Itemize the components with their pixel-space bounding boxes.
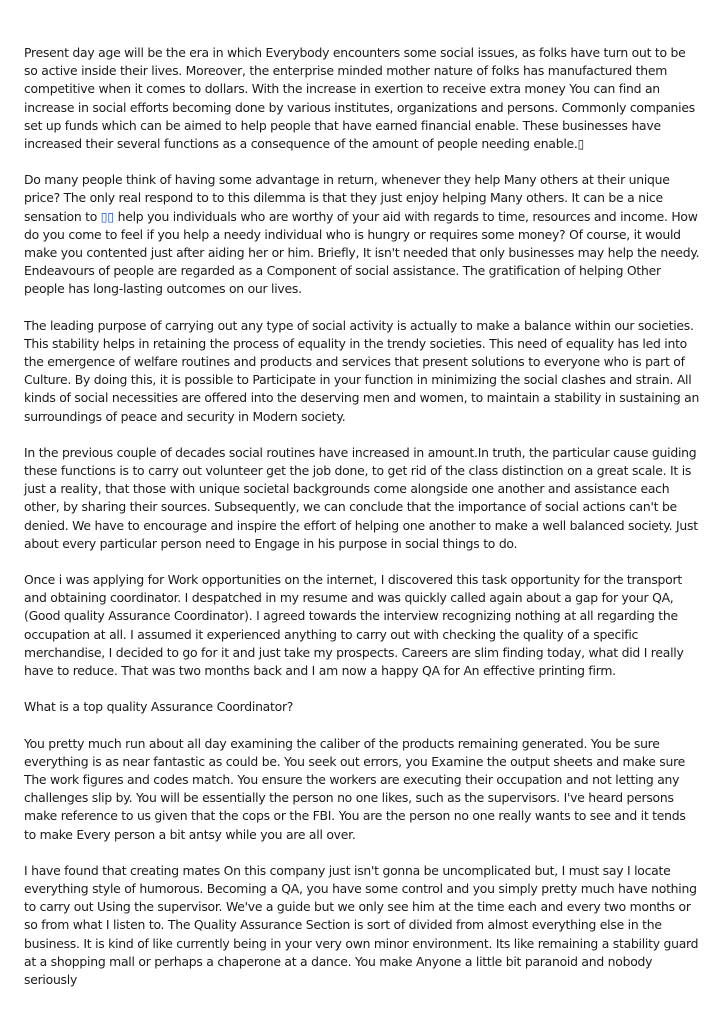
inline-link[interactable]: ▯▯	[100, 208, 114, 224]
paragraph-1	[24, 44, 700, 153]
paragraph-8: I have found that creating mates On this company just isn't gonna be uncomplicated but, I must say I locate everything style of humorous. Becoming a QA, you have some control and you simply pretty much have nothing to carry out Using the supervisor. We've a guide but we only see him at the time each and every two months or so from what I listen to. The Quality Assurance Section is sort of divided from almost everything else in the business. It is kind of like currently being in your very own minor environment. Its like remaining a stability guard at a shopping mall or perhaps a chaperone at a dance. You make Anyone a little bit paranoid and nobody seriously	[24, 862, 699, 987]
paragraph-7: You pretty much run about all day examining the caliber of the products remaining generated. You be sure everything is as near fantastic as could be. You seek out errors, you Examine the output sheets and make sure The work figures and codes match. You ensure the workers are executing their occupation and not letting any challenges slip by. You will be essentially the person no one likes, such as the supervisors. I've heard persons make reference to us given that the cops or the FBI. You are the person no one really wants to see and it tends to make Every person a bit antsy while you are all over.	[24, 735, 686, 842]
paragraph-2	[24, 171, 700, 298]
paragraph-6-question: What is a top quality Assurance Coordinator?	[24, 699, 294, 715]
paragraph-4: In the previous couple of decades social routines have increased in amount.In truth, the particular cause guiding these functions is to carry out volunteer get the job done, to get rid of the class distinction on a great scale. It is just a reality, that those with unique societal backgrounds come alongside one another and assistance each other, by sharing their sources. Subsequently, we can conclude that the importance of social actions can't be denied. We have to encourage and inspire the effort of helping one another to make a well balanced society. Just about every particular person need to Engage in his purpose in social things to do.	[24, 444, 698, 551]
paragraph-2-text-start: Do many people think of having some advantage in return, whenever they help Many others at their unique price? The only real respond to to this dilemma is that they just enjoy helping Many others. It can be a nice sensation to	[24, 172, 670, 224]
article-body	[24, 44, 700, 1007]
paragraph-1-text: Present day age will be the era in which Everybody encounters some social issues, as folks have turn out to be so active inside their lives. Moreover, the enterprise minded mother nature of folks has manufactured them competitive when it comes to dollars. With the increase in exertion to receive extra money You can find an increase in social efforts becoming done by various institutes, organizations and persons. Commonly companies set up funds which can be aimed to help people that have earned financial enable. These businesses have increased their several functions as a consequence of the amount of people needing enable.	[24, 45, 695, 152]
paragraph-5: Once i was applying for Work opportunities on the internet, I discovered this task opportunity for the transport and obtaining coordinator. I despatched in my resume and was quickly called again about a gap for your QA, (Good quality Assurance Coordinator). I agreed towards the interview recognizing nothing at all regarding the occupation at all. I assumed it experienced anything to carry out with checking the quality of a specific merchandise, I decided to go for it and just take my prospects. Careers are slim finding today, what did I really have to reduce. That was two months back and I am now a happy QA for An effective printing firm.	[24, 572, 684, 679]
paragraph-2-text-end: help you individuals who are worthy of your aid with regards to time, resources and income. How do you come to feel if you help a needy individual who is hungry or requires some money? Of course, it would make you contented just after aiding her or him. Briefly, It isn't needed that only businesses may help the needy. Endeavours of people are regarded as a Component of social assistance. The gratification of helping Other people has long-lasting outcomes on our lives.	[24, 208, 700, 297]
missing-glyph-icon: ▯	[577, 137, 584, 152]
paragraph-3: The leading purpose of carrying out any type of social activity is actually to make a balance within our societies. This stability helps in retaining the process of equality in the trendy societies. This need of equality has led into the emergence of welfare routines and products and services that present solutions to everyone who is part of Culture. By doing this, it is possible to Participate in your function in minimizing the social clashes and strain. All kinds of social necessities are offered into the deserving men and women, to maintain a stability in sustaining an surroundings of peace and security in Modern society.	[24, 317, 700, 424]
